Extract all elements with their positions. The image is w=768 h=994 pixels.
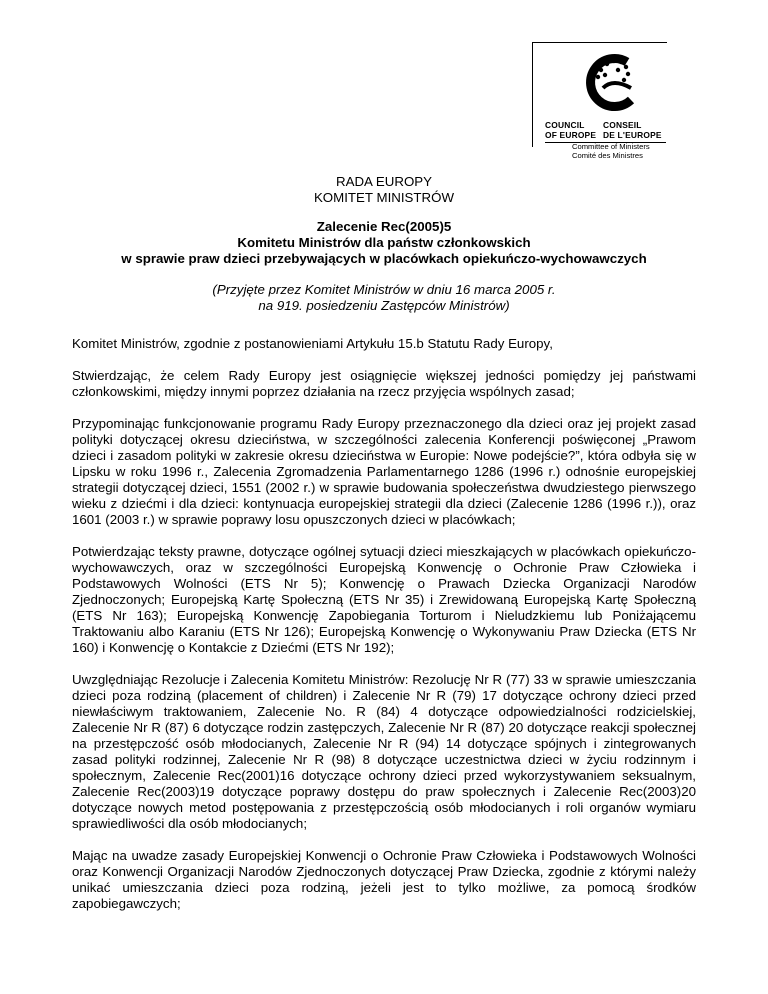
title-line-1: Zalecenie Rec(2005)5 [316, 219, 452, 234]
paragraph-przypominajac: Przypominając funkcjonowanie programu Rady Europy przeznaczonego dla dzieci oraz jej projekt zasad polityki dotyczącej okresu dzieciństwa, w szczególności zalecenia Konferencji poświęconej „Prawom dzieci i zasadom polityki w zakresie okresu dzieciństwa w Europie: Nowe podejście?”, która odbyła się w Lipsku w roku 1996 r., Zalecenia Zgromadzenia Parlamentarnego 1286 (1996 r.) odnośnie europejskiej strategii dotyczącej dzieci, 1551 (2002 r.) w sprawie budowania społeczeństwa dwudziestego pierwszego wieku z dziećmi i dla dzieci: kontynuacja europejskiej strategii dla dzieci (Zalecenie 1286 (1996 r.)), oraz 1601 (2003 r.) w sprawie poprawy losu opuszczonych dzieci w placówkach; [72, 416, 696, 527]
paragraph-stwierdzajac: Stwierdzając, że celem Rady Europy jest osiągnięcie większej jedności pomiędzy jej państwami członkowskimi, między innymi poprzez działania na rzecz przyjęcia wspólnych zasad; [72, 368, 696, 399]
recommendation-title [0, 219, 768, 267]
adoption-line-2: na 919. posiedzeniu Zastępców Ministrów) [258, 298, 510, 313]
title-line-2: Komitetu Ministrów dla państw członkowskich [237, 235, 531, 250]
organisation-name-fr: CONSEIL DE L'EUROPE [603, 120, 662, 140]
paragraph-potwierdzajac: Potwierdzając teksty prawne, dotyczące ogólnej sytuacji dzieci mieszkających w placówkach opiekuńczo-wychowawczych, oraz w szczególności Europejską Konwencję o Ochronie Praw Człowieka i Podstawowych Wolności (ETS Nr 5); Konwencję o Prawach Dziecka Organizacji Narodów Zjednoczonych; Europejską Kartę Społeczną (ETS Nr 35) i Zrewidowaną Europejską Kartę Społeczną (ETS Nr 163); Europejską Konwencję Zapobiegania Torturom i Nieludzkiemu lub Poniżającemu Traktowaniu albo Karaniu (ETS Nr 126); Europejską Konwencję o Wykonywaniu Praw Dziecka (ETS Nr 160) i Konwencję o Kontakcie z Dziećmi (ETS Nr 192); [72, 544, 696, 655]
adoption-line-1: (Przyjęte przez Komitet Ministrów w dniu 16 marca 2005 r. [212, 282, 556, 297]
committee-of-ministers-label [572, 143, 650, 160]
committee-label-en: Committee of Ministers [572, 142, 650, 151]
paragraph-uwzgledniajac: Uwzględniając Rezolucje i Zalecenia Komitetu Ministrów: Rezolucję Nr R (77) 33 w sprawie umieszczania dzieci poza rodziną (placement of children) i Zalecenie Nr R (79) 17 dotyczące ochrony dzieci przed niewłaściwym traktowaniem, Zalecenie No. R (84) 4 dotyczące odpowiedzialności rodzicielskiej, Zalecenie Nr R (87) 6 dotyczące rodzin zastępczych, Zalecenie Nr R (87) 20 dotyczące reakcji społecznej na przestępczość osób młodocianych, Zalecenie Nr R (94) 14 dotyczące spójnych i zintegrowanych zasad polityki rodzinnej, Zalecenie Nr R (98) 8 dotyczące uczestnictwa dzieci w życiu rodzinnym i społecznym, Zalecenie Rec(2001)16 dotyczące ochrony dzieci przed wykorzystywaniem seksualnym, Zalecenie Rec(2003)19 dotyczące poprawy dostępu do praw społecznych i Zalecenie Rec(2003)20 dotyczące nowych metod postępowania z przestępczością osób młodocianych i roli organów wymiaru sprawiedliwości dla osób młodocianych; [72, 672, 696, 831]
council-name: RADA EUROPY [335, 174, 433, 189]
council-of-europe-logo-icon [583, 48, 645, 118]
document-body [72, 336, 696, 928]
title-line-3: w sprawie praw dzieci przebywających w placówkach opiekuńczo-wychowawczych [121, 251, 647, 266]
paragraph-preamble: Komitet Ministrów, zgodnie z postanowieniami Artykułu 15.b Statutu Rady Europy, [72, 336, 553, 351]
committee-name: KOMITET MINISTRÓW [313, 190, 455, 205]
adoption-note [0, 282, 768, 314]
council-heading [0, 174, 768, 206]
organisation-name-en: COUNCIL OF EUROPE [545, 120, 597, 140]
paragraph-majac-na-uwadze: Mając na uwadze zasady Europejskiej Konwencji o Ochronie Praw Człowieka i Podstawowych Wolności oraz Konwencji Organizacji Narodów Zjednoczonych dotyczącej Praw Dziecka, zgodnie z którymi należy unikać umieszczania dzieci poza rodziną, jeżeli jest to tylko możliwe, za pomocą środków zapobiegawczych; [72, 848, 696, 911]
committee-label-fr: Comité des Ministres [572, 150, 643, 160]
